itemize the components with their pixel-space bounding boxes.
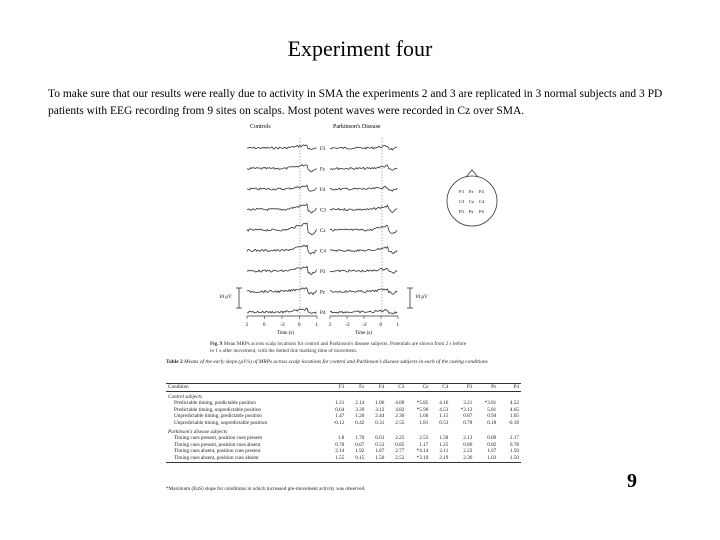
head-diagram [447,170,497,226]
trace-pd-P3 [330,268,397,273]
head-site-label: C3 [459,199,465,204]
table-cell: 1.21 [335,400,345,407]
slope-table [166,383,521,463]
tick-label: -2 [345,323,350,328]
table-caption-text: Means of the early slope (µV/s) of MRPs across scalp locations for control and Parkinson's disease subjects in each of the cueing conditions [184,359,488,365]
trace-control-F4 [247,185,317,191]
table-cell: 4.53 [439,406,449,413]
trace-pd-Pz [330,289,397,295]
table-cell: *5.85 [416,400,429,407]
group-label: Control subjects [168,393,202,400]
table-cell: 1.20 [355,413,365,420]
table-cell: 2.13 [463,435,473,442]
trace-pd-C4 [330,247,397,254]
heading-parkinsons: Parkinson's Disease [333,124,381,130]
table-cell: *3.81 [484,400,497,407]
head-site-label: Fz [469,189,474,194]
tick-label: 3 [245,323,248,328]
table-cell: 2.44 [375,413,385,420]
table-cell: Predictable timing, predictable position [174,400,256,407]
table-cell: Timing cues absent, position cues present [174,448,261,455]
table-cell: 1.03 [474,455,498,462]
table-group-row [166,427,521,436]
table-cell: 2.14 [335,448,345,455]
table-row [166,420,521,427]
table-label: Table 2 [166,359,183,365]
channel-labels [320,147,326,316]
column-header: P3 [450,384,474,392]
table-cell: 0.64 [335,406,345,413]
trace-control-Pz [247,288,317,295]
table-cell: 0.78 [335,441,345,448]
trace-control-P4 [247,308,317,313]
table-cell: 0.53 [439,419,449,426]
figure-caption [210,341,470,354]
table-body [166,391,521,462]
xlabel-right: Time (s) [355,331,372,336]
slide-title: Experiment four [287,36,433,61]
tick-label: 0 [263,323,266,328]
table-cell: Unpredictable timing, unpredictable position [174,419,268,426]
table-cell: 1.50 [498,455,521,462]
trace-pd-C3 [330,205,397,212]
trace-control-Fz [247,165,317,172]
table-cell: 3.39 [355,406,365,413]
table-cell: 2.77 [395,448,405,455]
column-header: Pz [474,384,498,392]
tick-label: 3 [328,323,331,328]
table-cell: 1.50 [366,455,386,462]
channel-label: F4 [320,188,326,193]
table-header-row [166,384,521,392]
trace-control-P3 [247,267,317,275]
channel-label: Pz [320,290,325,296]
channel-label: P3 [320,270,326,275]
table-cell: 0.07 [355,441,365,448]
table-cell: 1.47 [335,413,345,420]
table-cell: 1.25 [439,441,449,448]
table-cell: 0.94 [487,413,497,420]
table-row [166,400,521,407]
table-cell: 1.05 [509,413,519,420]
heading-controls: Controls [250,124,271,130]
trace-pd-F3 [330,145,397,150]
column-header: Fz [346,384,366,392]
column-header: Condition [166,384,324,392]
table-cell: 0.78 [509,441,519,448]
column-header: P4 [498,384,521,392]
table-cell: 4.82 [395,406,405,413]
table-row [166,442,521,449]
scalebar-left-label: 10 µV [219,295,232,300]
channel-label: Cz [320,229,326,234]
table-cell: 2.36 [450,455,474,462]
table-cell: 0.82 [487,441,497,448]
table-cell: 2.17 [509,435,519,442]
table-cell: 1.58 [439,435,449,442]
table-cell: -0.18 [508,419,519,426]
column-header: F3 [324,384,347,392]
intro-paragraph: To make sure that our results were really due to activity in SMA the experiments 2 and 3 are replicated in 3 normal subjects and 3 PD patients with EEG recording from 9 sites on scalps. Most potent waves were recorded in Cz over SMA. [48,88,663,117]
table-cell: Unpredictable timing, predictable position [174,413,262,420]
table-cell: Predictable timing, unpredictable position [174,406,262,413]
table-cell: 0.85 [395,441,405,448]
channel-label: P4 [320,311,326,316]
channel-label: Fz [320,167,325,173]
table-cell: 4.00 [395,400,405,407]
table-cell: 4.65 [509,406,519,413]
table-cell: 3.21 [463,400,473,407]
table-cell: 1.70 [355,435,365,442]
table-cell: 2.22 [463,448,473,455]
head-site-label: F3 [459,189,464,194]
table-cell: 2.30 [395,413,405,420]
figure-caption-text: Mean MRPs across scalp locations for control and Parkinson's disease subjects. Potentials are shown from 2 s before to 1 s after movement, with the dotted line marking time of movement. [210,341,467,354]
table-cell: *5.90 [416,406,429,413]
table-cell: 0.86 [463,441,473,448]
column-header: C3 [386,384,406,392]
head-site-label: Pz [469,209,474,214]
table-row [166,455,521,462]
channel-label: F3 [320,147,326,152]
table-cell: 1.67 [487,448,497,455]
tick-label: 0 [379,323,382,328]
table-cell: 0.78 [463,419,473,426]
table-cell: 0.42 [355,419,365,426]
table-cell: 5.81 [487,406,497,413]
table-cell: -0.12 [333,419,345,426]
table-group-row [166,391,521,400]
head-site-label: P4 [479,209,484,214]
table-cell: 2.52 [386,455,406,462]
head-site-label: P3 [459,209,464,214]
table-cell: 1.15 [439,413,449,420]
table-caption [166,359,526,366]
table-cell: 0.18 [487,419,497,426]
trace-pd-P4 [330,309,397,313]
table-cell: 4.16 [439,400,449,407]
page-number: 9 [627,470,637,492]
trace-control-Cz [247,223,317,235]
table-cell: 0.31 [375,419,385,426]
table-row [166,435,521,442]
table-cell: Timing cues present, position cues absent [174,441,261,448]
trace-pd-F4 [330,186,397,191]
head-site-label: Cz [469,199,474,204]
table-row [166,448,521,455]
group-label: Parkinson's disease subjects [168,428,228,435]
head-site-label: C4 [479,199,485,204]
xlabel-left: Time (s) [277,331,294,336]
column-header: Cz [406,384,430,392]
table-cell: 1.50 [509,448,519,455]
table-cell: 2.11 [439,448,449,455]
table-row [166,413,521,420]
table-cell: 1.92 [355,448,365,455]
table-cell: *4.14 [416,448,429,455]
column-header: C4 [430,384,450,392]
table-row [166,407,521,414]
table-footnote: *Maximum (EnS) slope for conditions in which increased pre-movement activity was observed. [166,486,366,492]
mrp-figure [205,118,525,358]
table-cell: 2.53 [419,435,429,442]
table-cell: 1.06 [375,400,385,407]
table-cell: 0.53 [375,441,385,448]
table-cell: 2.55 [395,419,405,426]
table-cell: 1.87 [375,448,385,455]
table-cell: *3.19 [406,455,430,462]
table-cell: 0.15 [346,455,366,462]
table-cell: 2.14 [355,400,365,407]
parkinsons-traces [330,138,397,316]
table-cell: 0.89 [487,435,497,442]
table-cell: 1.81 [419,419,429,426]
trace-pd-Cz [330,225,397,233]
table-cell: 0.87 [463,413,473,420]
table-cell: 2.25 [395,435,405,442]
controls-traces [247,138,317,316]
column-header: F4 [366,384,386,392]
table-cell: 0.63 [375,435,385,442]
trace-control-F3 [247,145,317,150]
trace-control-C4 [247,245,317,254]
tick-label: -2 [362,323,367,328]
figure-caption-label: Fig. 9 [210,341,223,347]
trace-pd-Fz [330,165,397,170]
scalebar-right-label: 10 µV [415,295,428,300]
table-cell: *3.12 [460,406,473,413]
table-cell: 3.12 [375,406,385,413]
table-cell: 2.19 [430,455,450,462]
trace-control-C3 [247,204,317,213]
table-cell: Timing cues present, position cues present [174,435,262,442]
channel-label: C4 [320,249,326,255]
tick-label: 1 [315,323,318,328]
table-cell: Timing cues absent, position cues absent [166,455,324,462]
table-cell: 1.8 [337,435,345,442]
tick-label: 1 [396,323,399,328]
table-cell: 4.52 [509,400,519,407]
table-cell: 1.00 [419,413,429,420]
channel-label: C3 [320,208,326,214]
head-site-label: F4 [479,189,484,194]
table-cell: 1.17 [419,441,429,448]
tick-label: 0 [298,323,301,328]
time-ticks [246,316,400,328]
tick-label: -2 [280,323,285,328]
table-cell: 1.55 [324,455,347,462]
